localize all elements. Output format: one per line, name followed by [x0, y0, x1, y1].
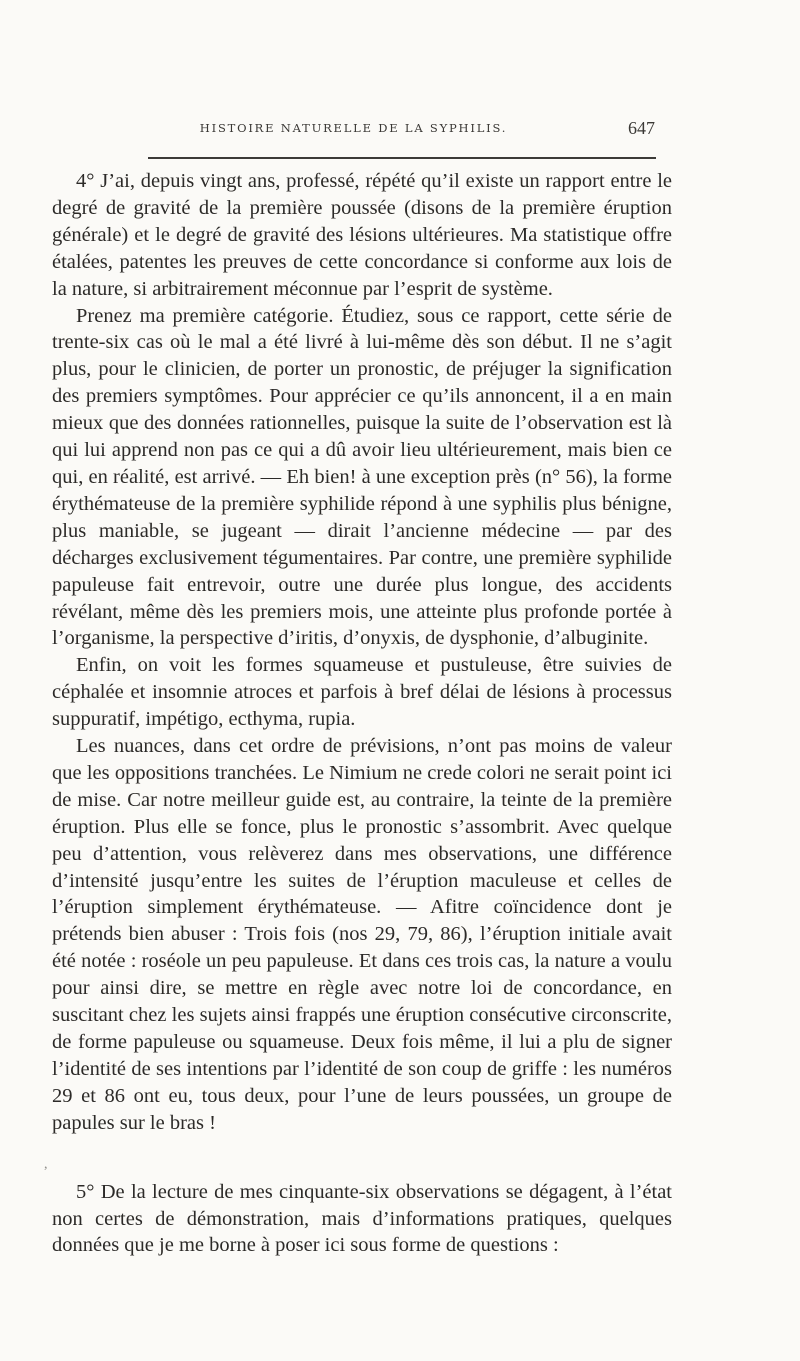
running-header	[52, 118, 655, 143]
body-text	[52, 168, 672, 1259]
paragraph-squameuse-pustuleuse: Enfin, on voit les formes squameuse et pustuleuse, être suivies de céphalée et insomnie atroces et parfois à bref délai de lésions à processus suppuratif, impétigo, ecthyma, rupia.	[52, 654, 672, 731]
paragraph-nuances: Les nuances, dans cet ordre de prévisions, n’ont pas moins de valeur que les oppositions tranchées. Le Nimium ne crede colori ne serait point ici de mise. Car notre meilleur guide est, au contraire, la teinte de la première éruption. Plus elle se fonce, plus le pronostic s’assombrit. Avec quelque peu d’attention, vous relèverez dans mes observations, une différence d’intensité jusqu’entre les suites de l’éruption maculeuse et celles de l’éruption simplement érythémateuse. — Afitre coïncidence dont je prétends bien abuser : Trois fois (nos 29, 79, 86), l’éruption initiale avait été notée : roséole un peu papuleuse. Et dans ces trois cas, la nature a voulu pour ainsi dire, se mettre en règle avec notre loi de concordance, en suscitant chez les sujets ainsi frappés une éruption consécutive circonscrite, de forme papuleuse ou squameuse. Deux fois même, il lui a plu de signer l’identité de ses intentions par l’identité de son coup de griffe : les numéros 29 et 86 ont eu, tous deux, pour l’une de leurs poussées, un groupe de papules sur le bras !	[52, 735, 672, 1134]
running-title: HISTOIRE NATURELLE DE LA SYPHILIS.	[199, 121, 508, 135]
page-number: 647	[628, 118, 655, 138]
paragraph-4-concordance: 4° J’ai, depuis vingt ans, professé, répété qu’il existe un rapport entre le degré de gravité de la première poussée (disons de la première éruption générale) et le degré de gravité des lésions ultérieures. Ma statistique offre étalées, patentes les preuves de cette concordance si conforme aux lois de la nature, si arbitrairement méconnue par l’esprit de système.	[52, 170, 672, 300]
paragraph-5-questions: 5° De la lecture de mes cinquante-six observations se dégagent, à l’état non certes de démonstration, mais d’informations pratiques, quelques données que je me borne à poser ici sous forme de questions :	[52, 1180, 672, 1257]
header-rule	[148, 157, 656, 159]
margin-speck: ,	[44, 1157, 48, 1172]
paragraph-first-category: Prenez ma première catégorie. Étudiez, sous ce rapport, cette série de trente-six cas où le mal a été livré à lui-même dès son début. Il ne s’agit plus, pour le clinicien, de porter un pronostic, de préjuger la signification des premiers symptômes. Pour apprécier ce qu’ils annoncent, il a en main mieux que des données rationnelles, puisque la suite de l’observation est là qui lui apprend non pas ce qui a dû avoir lieu ultérieurement, mais bien ce qui, en réalité, est arrivé. — Eh bien! à une exception près (n° 56), la forme érythémateuse de la première syphilide répond à une syphilis plus bénigne, plus maniable, se jugeant — dirait l’ancienne médecine — par des décharges exclusivement tégumentaires. Par contre, une première syphilide papuleuse fait entrevoir, outre une durée plus longue, des accidents révélant, même dès les premiers mois, une atteinte plus profonde portée à l’organisme, la perspective d’iritis, d’onyxis, de dysphonie, d’albuginite.	[52, 304, 672, 650]
